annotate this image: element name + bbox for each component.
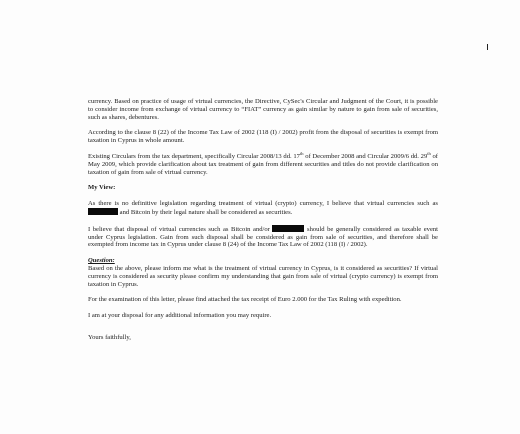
disposal-text-a: I believe that disposal of virtual currencies such as Bitcoin and/or — [88, 225, 270, 233]
disposal-text-b: should be generally considered as taxable event under Cyprus legislation. Gain from such disposal shall be considered as gain from sale of securities, and therefore shall be exempted from income tax in Cyprus under clause 8 (24) of the Income Tax Law of 2002 (118 (I) / 2002). — [88, 225, 439, 249]
letter-body — [88, 98, 438, 350]
circulars-sup-1: th — [299, 150, 304, 156]
paragraph-disposal-taxable — [88, 225, 438, 249]
paragraph-disposal-info: I am at your disposal for any additional information you may require. — [88, 312, 272, 320]
legislation-text-b: and Bitcoin by their legal nature shall be considered as securities. — [119, 208, 293, 216]
redaction-box — [272, 225, 304, 232]
circulars-sup-2: th — [427, 150, 431, 156]
question-text: Based on the above, please inform me what is the treatment of virtual currency in Cyprus, is it considered as securities? If virtual currency is considered as security please confirm my understanding that gain from sale of virtual (crypto currency) is exempt from taxation in Cyprus. — [88, 264, 438, 288]
circulars-text-b: of December 2008 and Circular 2009/6 dd. 29 — [303, 152, 428, 160]
redaction-box — [88, 208, 118, 215]
circulars-text-a: Existing Circulars from the tax department, specifically Circular 2008/13 dd. 17 — [88, 152, 300, 160]
heading-my-view: My View: — [88, 184, 116, 192]
paragraph-no-definitive-legislation — [88, 200, 438, 217]
circulars-text-c: of May 2009, which provide clarification about tax treatment of gain from different securities and titles do not provide clarification on taxation of gain from sale of virtual currency. — [88, 152, 439, 176]
legislation-text-a: As there is no definitive legislation regarding treatment of virtual (crypto) currency, I believe that virtual currencies such as — [88, 200, 438, 208]
paragraph-income-tax-clause: According to the clause 8 (22) of the Income Tax Law of 2002 (118 (I) / 2002) profit from the disposal of securities is exempt from taxation in Cyprus in whole amount. — [88, 129, 438, 145]
scan-mark — [487, 44, 488, 50]
paragraph-question — [88, 257, 438, 288]
closing-line: Yours faithfully, — [88, 333, 131, 341]
paragraph-tax-receipt: For the examination of this letter, please find attached the tax receipt of Euro 2.000 for the Tax Ruling with expedition. — [88, 296, 402, 304]
paragraph-circulars — [88, 150, 439, 176]
heading-question: Question: — [88, 257, 115, 265]
paragraph-currency-practice: currency. Based on practice of usage of virtual currencies, the Directive, CySec's Circular and Judgment of the Court, it is possible to consider income from exchange of virtual currency to “FIAT” currency as gain similar by nature to gain from sale of securities, such as shares, debentures. — [88, 98, 438, 121]
